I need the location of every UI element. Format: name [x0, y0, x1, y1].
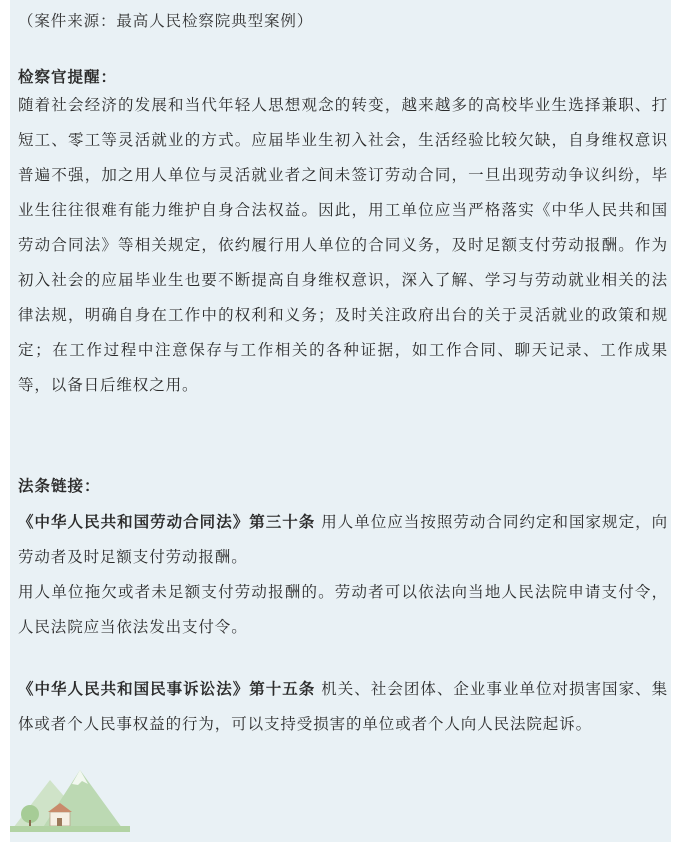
- law-title: 《中华人民共和国劳动合同法》第三十条: [18, 513, 316, 531]
- law-text: 机关、社会团体、企业事业单位对损害国家、集体或者个人民事权益的行为，可以支持受损害的单位或者个人向人民法院起诉。: [18, 680, 669, 733]
- law-title: 《中华人民共和国民事诉讼法》第十五条: [18, 680, 316, 698]
- legal-links-heading: 法条链接：: [18, 477, 101, 495]
- law-paragraph: [18, 672, 668, 742]
- labor-contract-law-article: [18, 505, 668, 645]
- law-paragraph: [18, 505, 668, 575]
- law-text: 用人单位应当按照劳动合同约定和国家规定，向劳动者及时足额支付劳动报酬。: [18, 513, 669, 566]
- document-page: [10, 0, 671, 842]
- landscape-decoration-image: [10, 762, 130, 832]
- prosecutor-note-text: 随着社会经济的发展和当代年轻人思想观念的转变，越来越多的高校毕业生选择兼职、打短工、零工等灵活就业的方式。应届毕业生初入社会，生活经验比较欠缺，自身维权意识普遍不强，加之用人单位与灵活就业者之间未签订劳动合同，一旦出现劳动争议纠纷，毕业生往往很难有能力维护自身合法权益。因此，用工单位应当严格落实《中华人民共和国劳动合同法》等相关规定，依约履行用人单位的合同义务，及时足额支付劳动报酬。作为初入社会的应届毕业生也要不断提高自身维权意识，深入了解、学习与劳动就业相关的法律法规，明确自身在工作中的权利和义务；及时关注政府出台的关于灵活就业的政策和规定；在工作过程中注意保存与工作相关的各种证据，如工作合同、聊天记录、工作成果等，以备日后维权之用。: [18, 96, 668, 394]
- law-paragraph: 用人单位拖欠或者未足额支付劳动报酬的。劳动者可以依法向当地人民法院申请支付令，人民法院应当依法发出支付令。: [18, 583, 668, 636]
- case-source-line: （案件来源：最高人民检察院典型案例）: [18, 12, 314, 30]
- civil-procedure-law-article: [18, 672, 668, 742]
- prosecutor-note-heading: 检察官提醒：: [18, 68, 118, 86]
